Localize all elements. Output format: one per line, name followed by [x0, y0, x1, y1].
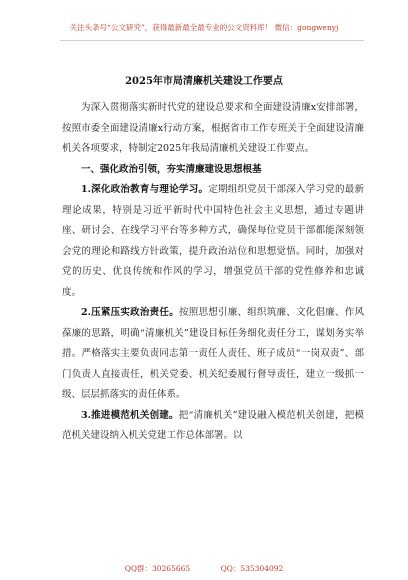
- footer-qq: QQ：535304092: [220, 564, 284, 573]
- section-heading: 一、强化政治引领，夯实清廉建设思想根基: [81, 163, 262, 175]
- intro-paragraph: 为深入贯彻落实新时代党的建设总要求和全面建设清廉x安排部署，按照市委全面建设清廉x行动方案，根据省市工作专班关于全面建设清廉机关各项要求，特制定2025年我局清廉机关建设工作要点。: [62, 102, 364, 154]
- header-notice: 关注头条号“公文研究”，获得最新最全最专业的公文资料库！ 微信：gongwenyj: [69, 23, 339, 32]
- item-1-lead: 1.深化政治教育与理论学习。: [81, 184, 209, 195]
- header-divider: [60, 40, 364, 41]
- item-2-text: 按照思想引廉、组织筑廉、文化倡廉、作风葆廉的思路，明确“清廉机关”建设目标任务细化责任分工，谋划务实举措。严格落实主要负责同志第一责任人责任、班子成员“一岗双责”、部门负责人直接责任，机关党委、机关纪委履行督导责任，建立一级抓一级、层层抓落实的责任体系。: [62, 307, 364, 400]
- item-1-text: 定期组织党员干部深入学习党的最新理论成果，特别是习近平新时代中国特色社会主义思想，通过专题讲座、研讨会、在线学习平台等多种方式，确保每位党员干部都能深刻领会党的理论和路线方针政策，提升政治站位和思想觉悟。同时，加强对党的历史、优良传统和作风的学习，增强党员干部的党性修养和忠诚度。: [62, 184, 364, 298]
- item-3-paragraph: [62, 406, 364, 447]
- item-2-paragraph: [62, 303, 364, 406]
- item-2-lead: 2.压紧压实政治责任。: [81, 307, 179, 318]
- item-3-text: 把“清廉机关”建设融入模范机关创建，把模范机关建设纳入机关党建工作总体部署。以: [62, 409, 365, 441]
- footer-qq-group: QQ群：30265665: [124, 564, 191, 573]
- item-1-paragraph: [62, 180, 364, 303]
- footer-contacts: [0, 563, 408, 574]
- document-body: [62, 98, 364, 447]
- item-3-lead: 3.推进模范机关创建。: [81, 409, 179, 421]
- document-title: 2025年市局清廉机关建设工作要点: [125, 76, 283, 87]
